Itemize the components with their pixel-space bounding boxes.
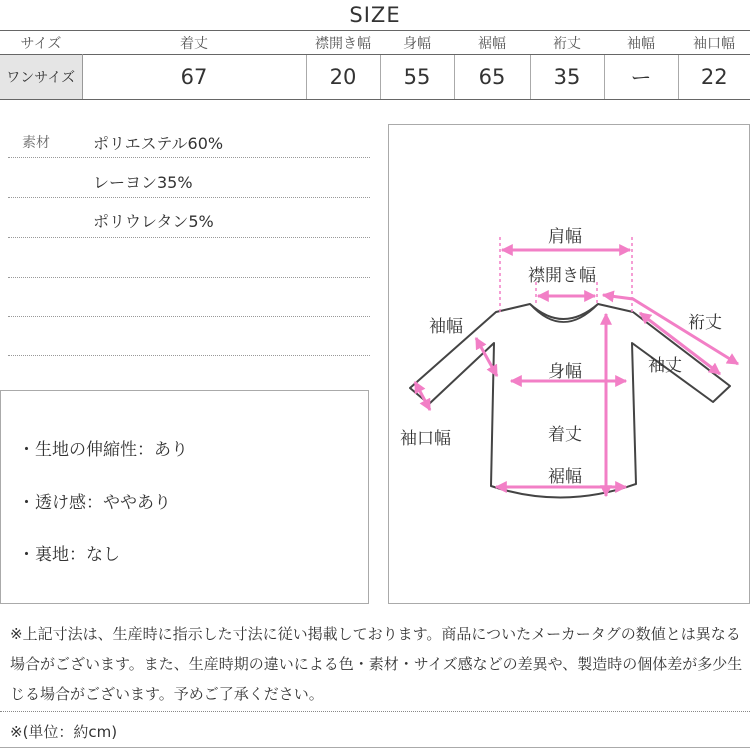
unit-note: ※(単位：約cm) xyxy=(10,723,118,741)
size-title: SIZE xyxy=(349,3,401,27)
size-table xyxy=(0,31,750,100)
material-label: 素材 xyxy=(22,135,50,151)
material-item: ポリウレタン5% xyxy=(93,212,214,231)
header-cuff-width: 袖口幅 xyxy=(693,35,735,52)
value-neck-width: 20 xyxy=(306,55,380,100)
header-hem-width: 裾幅 xyxy=(478,35,506,52)
dotted-divider xyxy=(8,355,370,356)
material-item: レーヨン35% xyxy=(93,173,193,192)
header-size: サイズ xyxy=(20,35,62,52)
size-table-row xyxy=(0,55,750,100)
cuff-arrow xyxy=(415,382,430,410)
bottom-divider xyxy=(0,747,750,748)
value-yuki: 35 xyxy=(530,55,604,100)
header-yuki: 裄丈 xyxy=(553,35,581,52)
dotted-divider xyxy=(8,316,370,317)
value-cuff-width: 22 xyxy=(678,55,750,100)
label-sleeve-width: 袖幅 xyxy=(429,317,463,337)
size-table-header xyxy=(0,31,750,55)
value-sleeve-width: ー xyxy=(604,55,678,100)
value-hem-width: 65 xyxy=(454,55,530,100)
property-lining: ・裏地：なし xyxy=(18,545,120,565)
label-cuff-width: 袖口幅 xyxy=(400,429,451,449)
label-neck-width: 襟開き幅 xyxy=(528,266,596,286)
label-shoulder: 肩幅 xyxy=(548,227,582,247)
dotted-divider xyxy=(8,157,370,158)
dotted-divider xyxy=(8,277,370,278)
dotted-divider xyxy=(8,237,370,238)
label-hem-width: 裾幅 xyxy=(548,467,582,487)
disclaimer-note: ※上記寸法は、生産時に指示した寸法に従い掲載しております。商品についたメーカータグの数値とは異なる場合がございます。また、生産時期の違いによる色・素材・サイズ感などの差異や、製造時の個体差が多少生じる場合がございます。予めご了承ください。 xyxy=(10,625,743,703)
label-sleeve-length: 袖丈 xyxy=(648,356,682,376)
dotted-divider xyxy=(8,197,370,198)
header-length: 着丈 xyxy=(180,35,208,52)
property-stretch: ・生地の伸縮性：あり xyxy=(18,440,188,460)
dotted-divider xyxy=(0,711,750,712)
property-sheerness: ・透け感：ややあり xyxy=(18,493,171,513)
header-body-width: 身幅 xyxy=(403,35,431,52)
label-body-width: 身幅 xyxy=(548,362,582,382)
label-yuki: 裄丈 xyxy=(688,313,722,333)
header-neck-width: 襟開き幅 xyxy=(315,35,371,52)
value-length: 67 xyxy=(82,55,306,100)
row-label: ワンサイズ xyxy=(0,55,82,100)
material-item: ポリエステル60% xyxy=(93,134,224,153)
header-sleeve-width: 袖幅 xyxy=(627,35,655,52)
value-body-width: 55 xyxy=(380,55,454,100)
label-length: 着丈 xyxy=(548,425,582,445)
